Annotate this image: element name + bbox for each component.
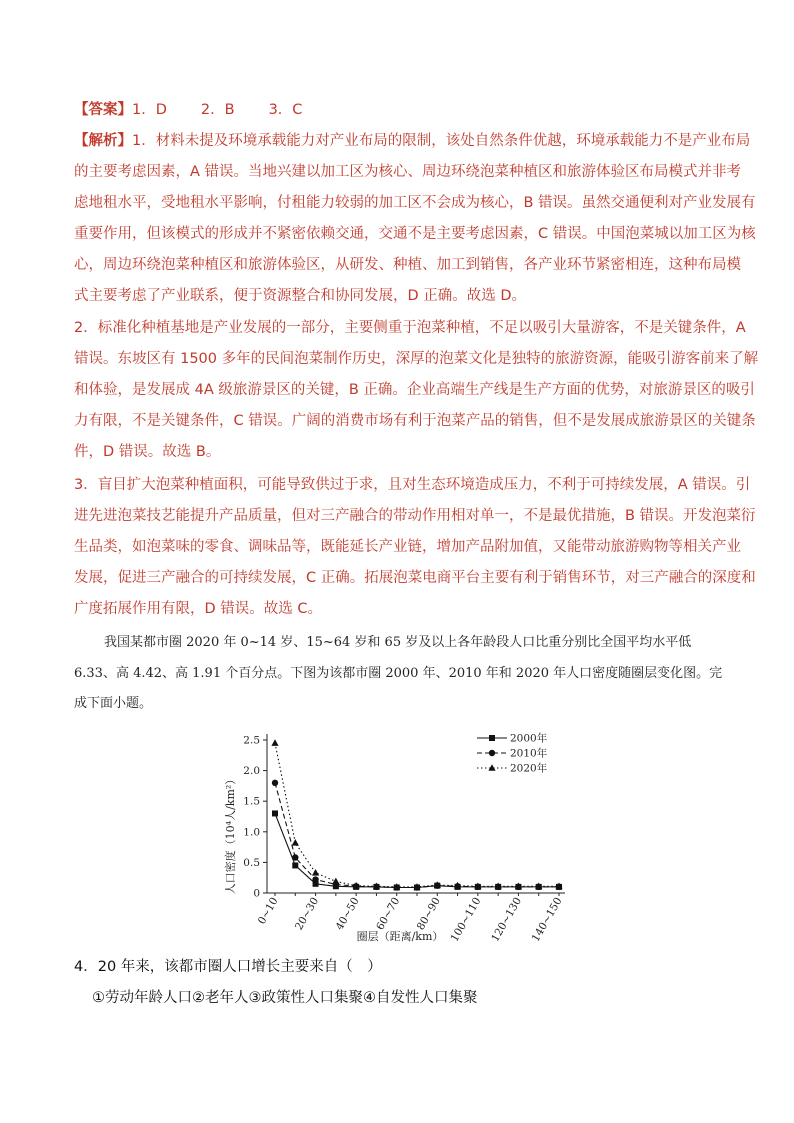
legend-label: 2010年 [510, 747, 548, 760]
x-axis-label: 圈层（距离/km） [356, 930, 444, 943]
y-tick-label: 2.5 [243, 734, 260, 747]
series-line [275, 783, 559, 888]
answer-2: 2．B [200, 102, 235, 118]
analysis-p1-line-3: 重要作用，但该模式的形成并不紧密依赖交通，交通不是主要考虑因素，C 错误。中国泡菜城以加工区为核 [74, 226, 756, 242]
analysis-p2-line-4: 件，D 错误。故选 B。 [74, 444, 221, 460]
data-point [272, 810, 278, 816]
analysis-p3-line-3: 发展，促进三产融合的可持续发展，C 正确。拓展泡菜电商平台主要有利于销售环节，对三产融合的深度和 [74, 570, 756, 586]
y-tick-label: 0 [253, 887, 260, 900]
analysis-p1-line-2: 虑地租水平，受地租水平影响，付租能力较弱的加工区不会成为核心，B 错误。虽然交通便利对产业发展有 [74, 195, 756, 211]
x-tick-label: 100~110 [448, 895, 484, 944]
y-axis-label: 人口密度（10⁴人/km²） [224, 773, 237, 895]
analysis-p2-line-0: 2．标准化种植基地是产业发展的一部分，主要侧重于泡菜种植，不足以吸引大量游客，不是关键条件，A [74, 320, 746, 336]
x-tick-label: 40~50 [333, 895, 362, 933]
y-tick-label: 0.5 [243, 856, 260, 869]
analysis-p2-line-3: 力有限，不是关键条件，C 错误。广阔的消费市场有利于泡菜产品的销售，但不是发展成旅游景区的关键条 [74, 413, 756, 429]
data-point [292, 854, 298, 860]
intro-line-2: 成下面小题。 [74, 696, 153, 711]
legend-marker [489, 750, 495, 756]
analysis-p3-line-1: 进先进泡菜技艺能提升产品质量，但对三产融合的带动作用相对单一，不是最优措施，B 错误。开发泡菜衍 [74, 508, 756, 524]
x-tick-label: 80~90 [414, 895, 443, 933]
population-density-chart [215, 722, 575, 947]
analysis-p2-line-2: 和体验，是发展成 4A 级旅游景区的关键，B 正确。企业高端生产线是生产方面的优势，对旅游景区的吸引 [74, 382, 755, 398]
analysis-p3-line-2: 生品类，如泡菜味的零食、调味品等，既能延长产业链，增加产品附加值，又能带动旅游购物等相关产业 [74, 539, 741, 555]
legend-label: 2020年 [510, 762, 548, 775]
analysis-text: 1．材料未提及环境承载能力对产业布局的限制，该处自然条件优越，环境承载能力不是产业布局 [132, 133, 751, 149]
y-tick-label: 1.0 [243, 826, 260, 839]
analysis-p1-line-4: 心，周边环绕泡菜种植区和旅游体验区，从研发、种植、加工到销售，各产业环节紧密相连，这种布局模 [74, 257, 741, 273]
x-tick-label: 140~150 [529, 895, 565, 944]
analysis-p1-line-1: 的主要考虑因素，A 错误。当地兴建以加工区为核心、周边环绕泡菜种植区和旅游体验区布局模式并非考 [74, 164, 742, 180]
analysis-p2-line-1: 错误。东坡区有 1500 多年的民间泡菜制作历史，深厚的泡菜文化是独特的旅游资源，能吸引游客前来了解 [74, 351, 759, 367]
data-point [292, 839, 299, 846]
y-tick-label: 2.0 [243, 765, 260, 778]
data-point [312, 869, 319, 876]
analysis-p3-line-0: 3．盲目扩大泡菜种植面积，可能导致供过于求，且对生态环境造成压力，不利于可持续发展，A 错误。引 [74, 477, 751, 493]
analysis-p1-line-5: 式主要考虑了产业联系，便于资源整合和协同发展，D 正确。故选 D。 [74, 288, 527, 304]
data-point [332, 878, 339, 885]
analysis-p3-line-4: 广度拓展作用有限，D 错误。故选 C。 [74, 601, 323, 617]
data-point [272, 780, 278, 786]
analysis-p1-line-0 [74, 131, 750, 151]
question-4-stem: 4．20 年来，该都市圈人口增长主要来自（ ） [74, 959, 382, 975]
x-tick-label: 0~10 [255, 895, 281, 927]
question-4-options: ①劳动年龄人口②老年人③政策性人口集聚④自发性人口集聚 [92, 990, 478, 1006]
legend-marker [489, 735, 495, 741]
intro-line-0: 我国某都市圈 2020 年 0~14 岁、15~64 岁和 65 岁及以上各年龄段人口比重分别比全国平均水平低 [104, 635, 692, 650]
answer-1: 1．D [132, 102, 167, 118]
x-tick-label: 60~70 [374, 895, 403, 933]
analysis-label: 【解析】 [74, 133, 132, 149]
y-tick-label: 1.5 [243, 795, 260, 808]
answer-label: 【答案】 [74, 102, 132, 118]
x-tick-label: 120~130 [489, 895, 525, 944]
series-line [275, 813, 559, 887]
answer-3: 3．C [268, 102, 303, 118]
intro-line-1: 6.33、高 4.42、高 1.91 个百分点。下图为该都市圈 2000 年、2010 年和 2020 年人口密度随圈层变化图。完 [74, 666, 723, 681]
data-point [292, 862, 298, 868]
answer-line [74, 100, 302, 120]
legend-label: 2000年 [510, 732, 548, 745]
data-point [271, 739, 278, 746]
data-point [312, 876, 318, 882]
x-tick-label: 20~30 [293, 895, 322, 933]
